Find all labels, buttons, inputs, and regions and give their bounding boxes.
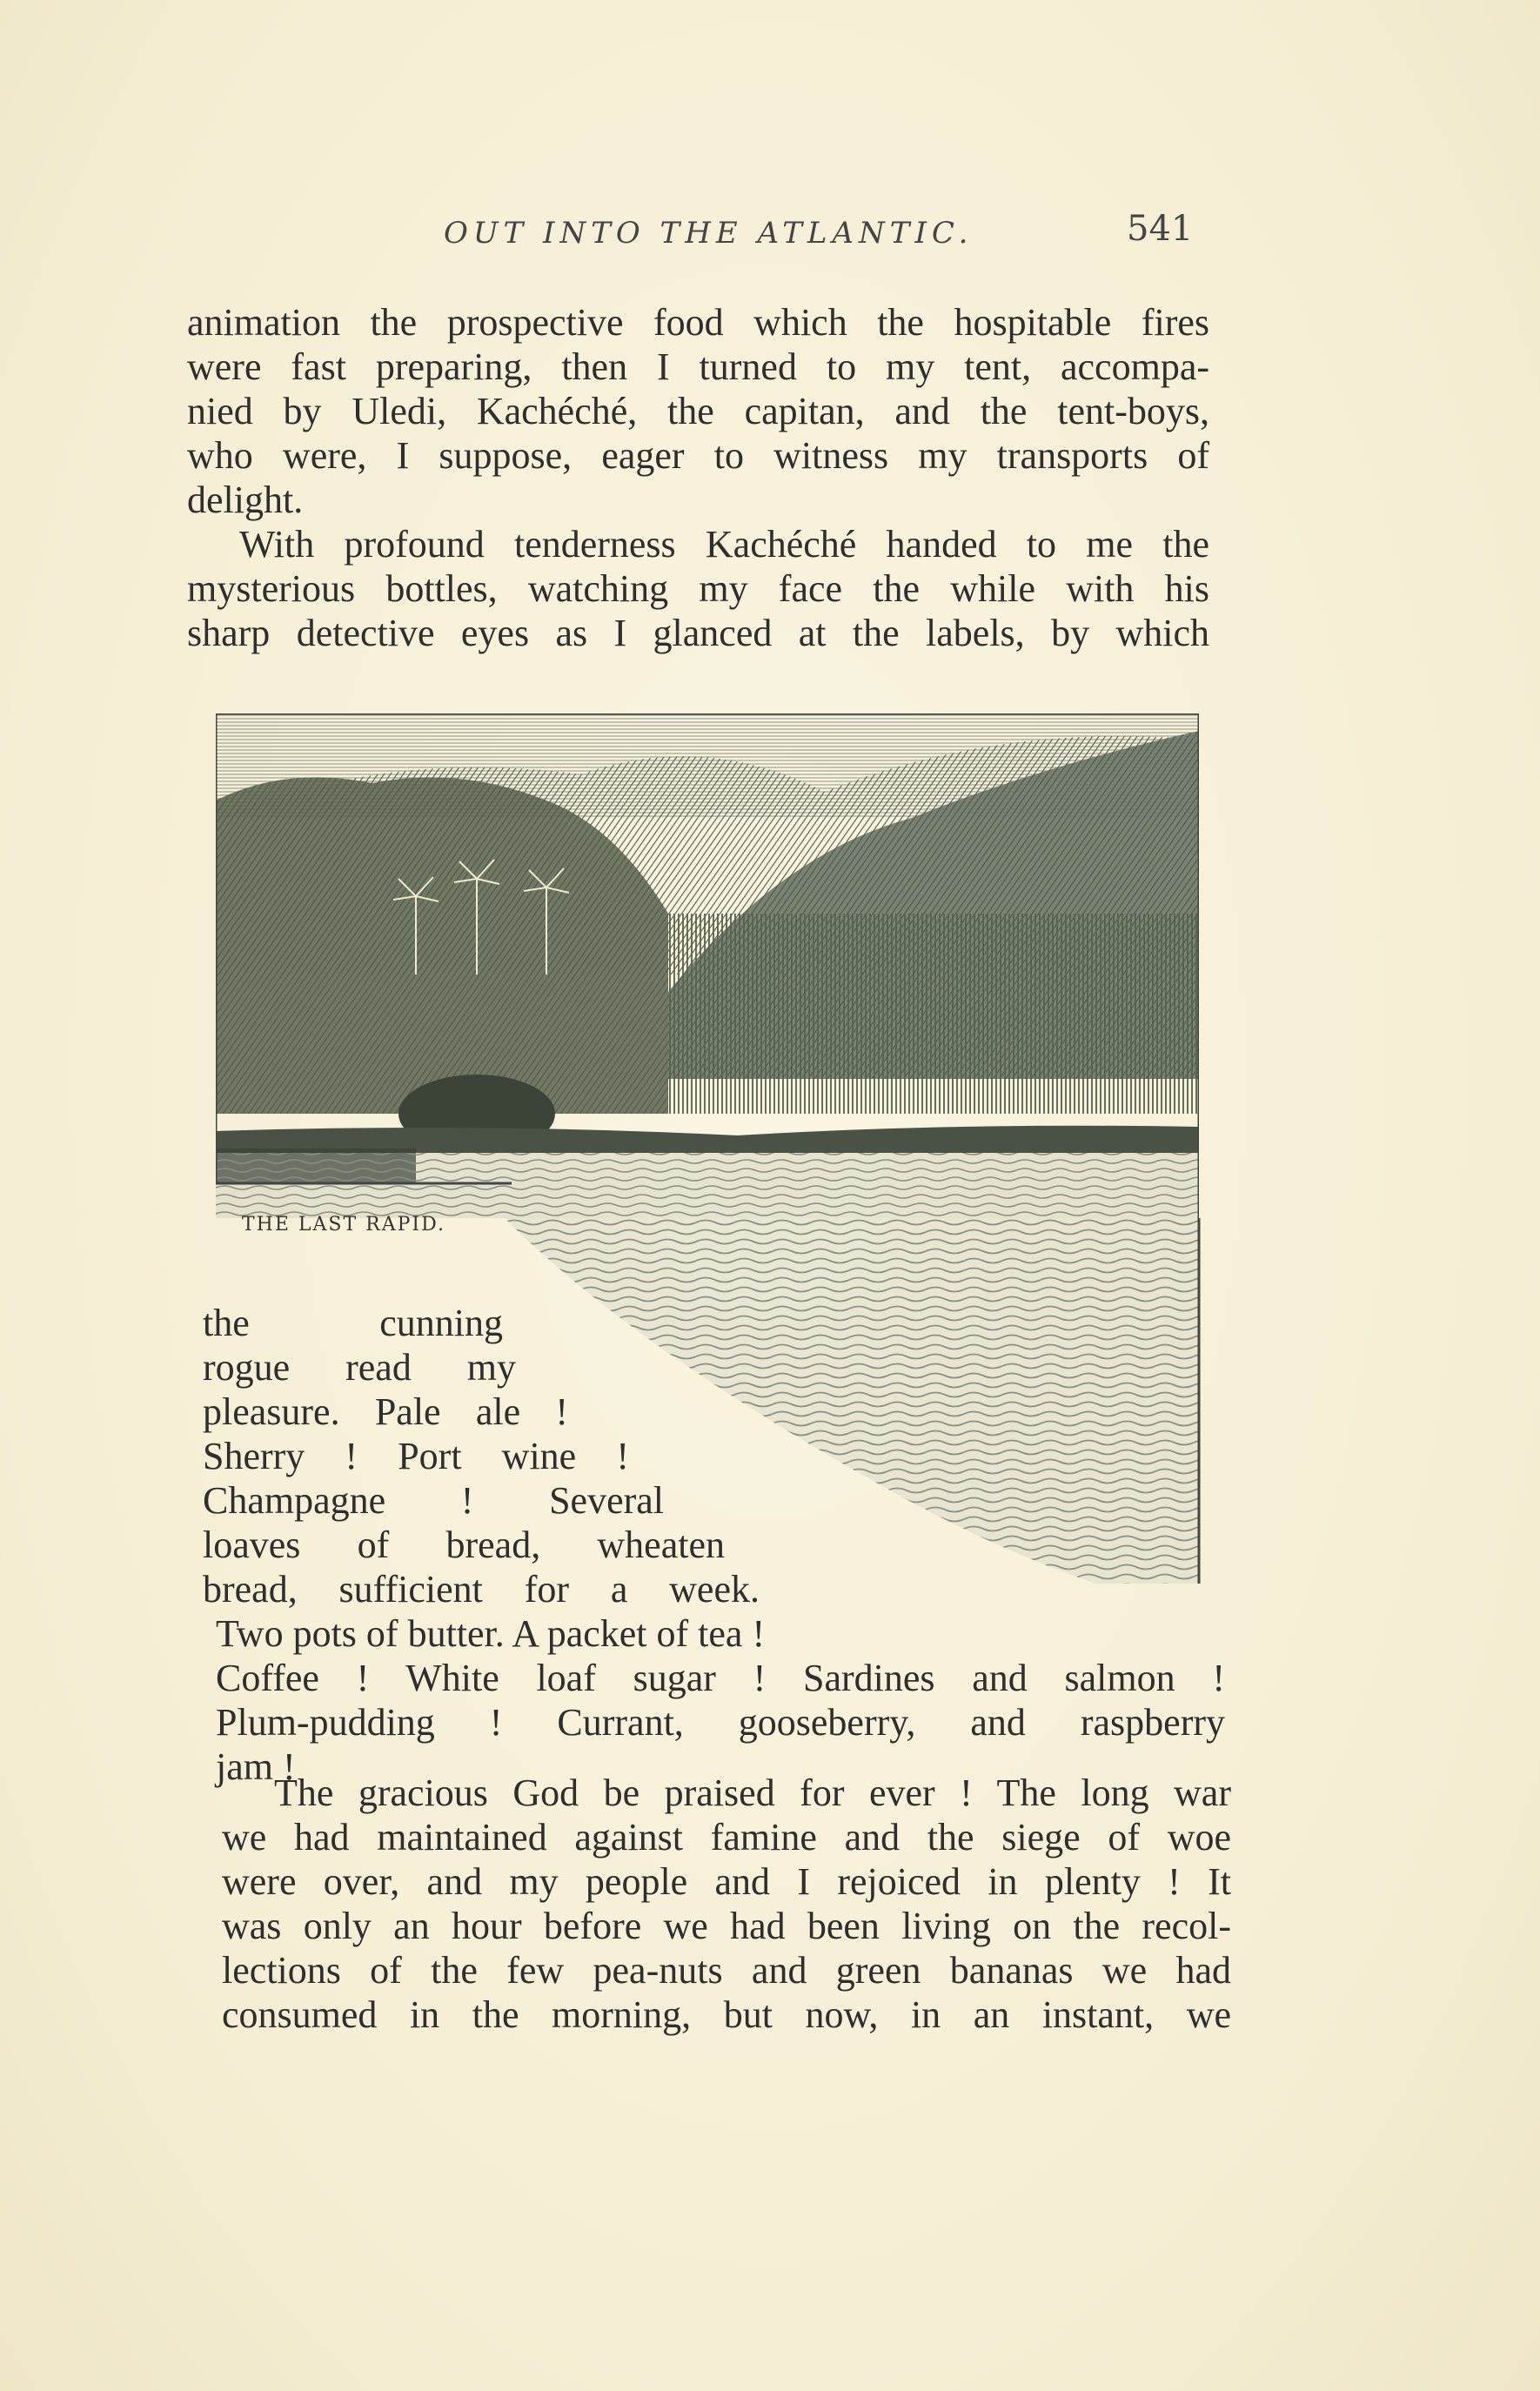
text-line: Coffee ! White loaf sugar ! Sardines and salmon ! — [216, 1657, 1225, 1699]
text-line: we had maintained against famine and the siege of woe — [222, 1816, 1231, 1859]
text-line: rogue read my — [203, 1346, 516, 1389]
paragraph-4 — [222, 1771, 1231, 2037]
text-line: was only an hour before we had been living on the recol- — [222, 1905, 1231, 1947]
text-line: consumed in the morning, but now, in an instant, we — [222, 1993, 1231, 2036]
text-line: Two pots of butter. A packet of tea ! — [216, 1612, 766, 1655]
running-head: OUT INTO THE ATLANTIC. — [444, 216, 974, 251]
text-line: The gracious God be praised for ever ! The long war — [274, 1771, 1231, 1814]
text-line: the cunning — [203, 1302, 503, 1344]
text-line: bread, sufficient for a week. — [203, 1568, 760, 1611]
text-line: pleasure. Pale ale ! — [203, 1390, 568, 1433]
text-line: mysterious bottles, watching my face the while with his — [187, 567, 1209, 610]
illustration-caption: THE LAST RAPID. — [242, 1214, 445, 1236]
text-line: were over, and my people and I rejoiced in plenty ! It — [222, 1860, 1231, 1903]
text-line: Champagne ! Several — [203, 1479, 664, 1522]
text-line: were fast preparing, then I turned to my tent, accompa- — [187, 345, 1209, 388]
text-line: Plum-pudding ! Currant, gooseberry, and raspberry — [216, 1701, 1225, 1744]
paragraph-3 — [216, 1611, 1225, 1789]
paragraph-2 — [187, 522, 1209, 655]
text-line: With profound tenderness Kachéché handed to me the — [239, 523, 1209, 566]
text-line: animation the prospective food which the hospitable fires — [187, 301, 1209, 344]
text-line: delight. — [187, 479, 304, 521]
text-line: Sherry ! Port wine ! — [203, 1435, 629, 1477]
text-line: who were, I suppose, eager to witness my transports of — [187, 434, 1209, 477]
text-line: nied by Uledi, Kachéché, the capitan, and the tent-boys, — [187, 390, 1209, 432]
text-line: jam ! — [216, 1745, 296, 1788]
engraving-illustration — [216, 713, 1199, 1218]
text-line: sharp detective eyes as I glanced at the labels, by which — [187, 612, 1209, 654]
paragraph-1 — [187, 300, 1209, 522]
wrapped-text — [203, 1301, 760, 1611]
text-line: loaves of bread, wheaten — [203, 1524, 725, 1566]
text-line: lections of the few pea-nuts and green bananas we had — [222, 1949, 1231, 1992]
page-number: 541 — [1127, 209, 1194, 249]
